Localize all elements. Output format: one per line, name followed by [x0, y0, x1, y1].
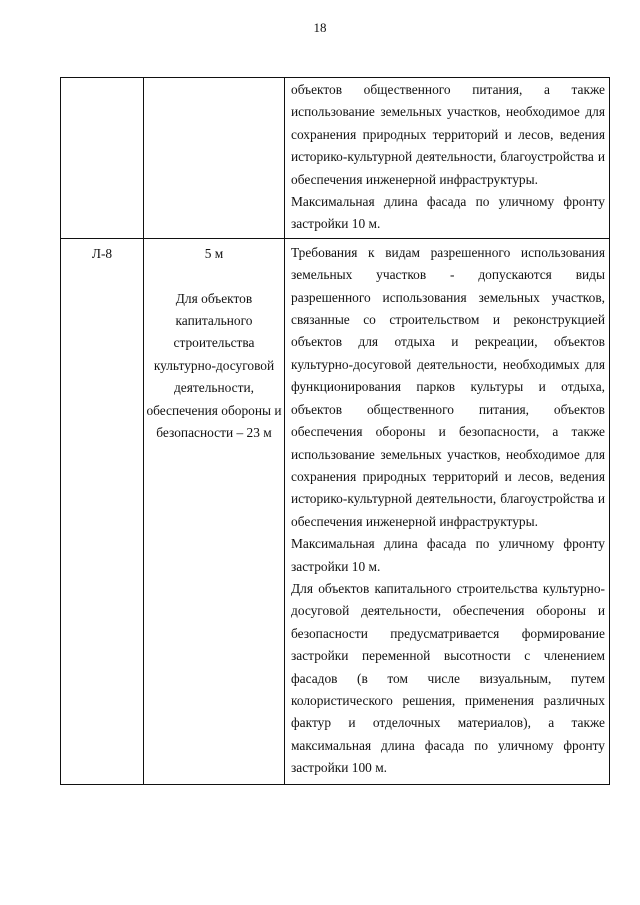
parameter-cell	[144, 78, 285, 239]
zone-code-cell: Л-8	[61, 238, 144, 784]
requirements-paragraph: Требования к видам разрешенного использования земельных участков - допускаются виды разрешенного использования земельных участков, связанные со строительством и реконструкцией объектов для отдыха и рекреации, объектов культурно-досуговой деятельности, необходимых для функционирования парков культуры и отдыха, объектов общественного питания, объектов обеспечения обороны и безопасности, а также использование земельных участков, необходимое для сохранения природных территорий и лесов, ведения историко-культурной деятельности, благоустройства и обеспечения инженерной инфраструктуры.	[291, 244, 605, 529]
special-objects-paragraph: Для объектов капитального строительства культурно-досуговой деятельности, обеспечения обороны и безопасности предусматривается формирование застройки переменной высотности с членением фасадов (в том числе визуальным, путем колористического решения, применения различных фактур и отделочных материалов), а также максимальная длина фасада по уличному фронту застройки 100 м.	[291, 580, 605, 776]
zoning-table	[60, 77, 610, 785]
page-number: 18	[313, 20, 327, 35]
requirements-paragraph: объектов общественного питания, а также использование земельных участков, необходимое для сохранения природных территорий и лесов, ведения историко-культурной деятельности, благоустройства и обеспечения инженерной инфраструктуры.	[291, 82, 605, 187]
zone-code-cell	[61, 78, 144, 239]
max-height-value: 5 м	[204, 245, 224, 261]
requirements-cell	[285, 78, 610, 239]
requirements-cell	[285, 238, 610, 784]
facade-length-paragraph: Максимальная длина фасада по уличному фронту застройки 10 м.	[291, 194, 605, 232]
table-row-l8	[61, 238, 610, 784]
parameter-cell	[144, 238, 285, 784]
max-height-note: Для объектов капитального строительства культурно-досуговой деятельности, обеспечения обороны и безопасности – 23 м	[146, 290, 282, 441]
facade-length-paragraph: Максимальная длина фасада по уличному фронту застройки 10 м.	[291, 536, 605, 574]
table-row-continuation	[61, 78, 610, 239]
